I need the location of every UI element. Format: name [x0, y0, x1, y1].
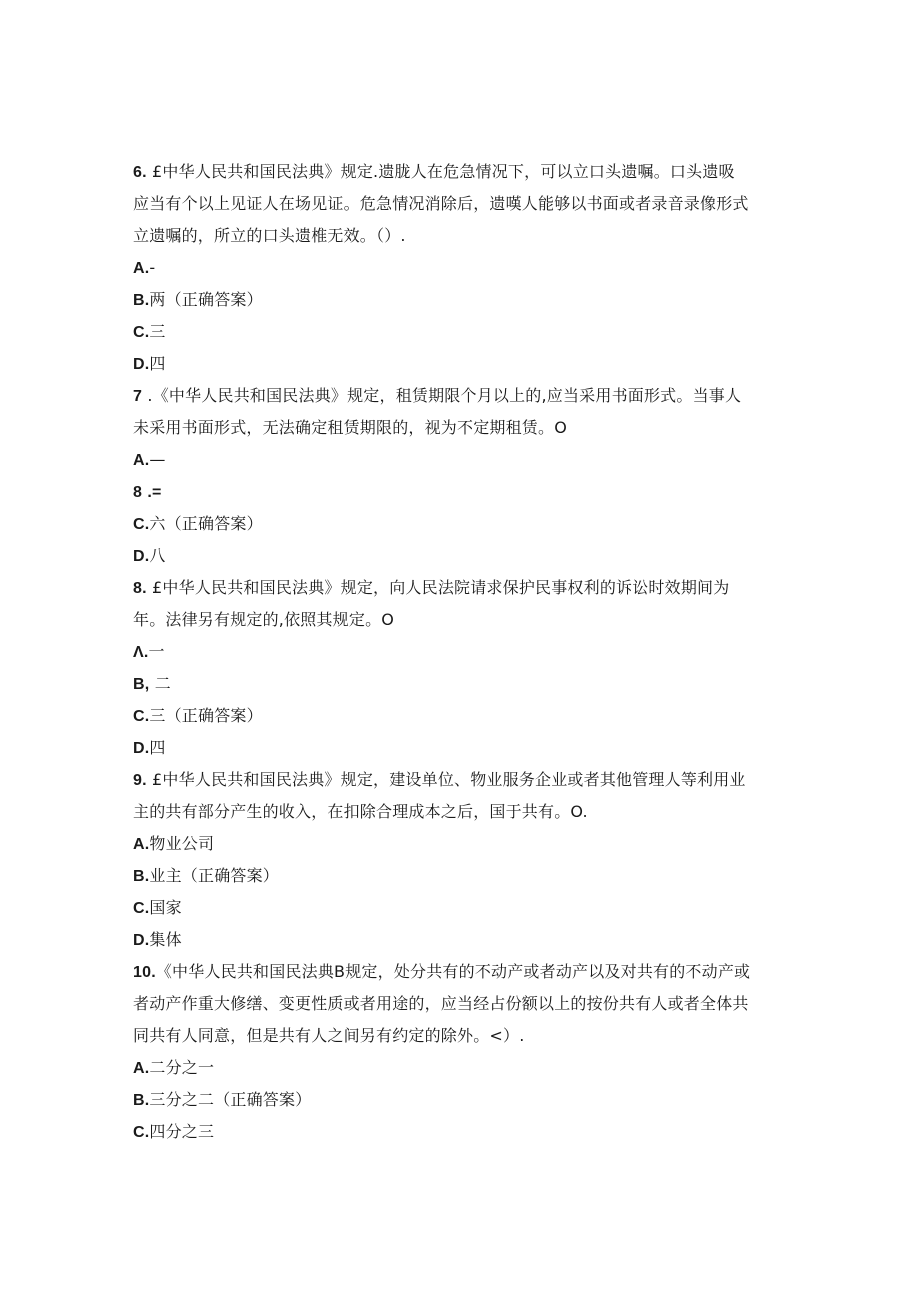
- option-letter: 8: [133, 484, 143, 501]
- question-stem-text: £中华人民共和国民法典》规定，建设单位、物业服务企业或者其他管理人等利用业: [152, 770, 746, 789]
- option-text: 四分之三: [149, 1122, 215, 1141]
- option-letter: C.: [133, 324, 150, 341]
- question-6-stem-line-3: [133, 226, 793, 246]
- option-letter: B.: [133, 868, 150, 885]
- option-text: 国家: [149, 898, 182, 917]
- option-letter: B.: [133, 292, 150, 309]
- question-6-option-b: [133, 290, 793, 311]
- question-8-option-b: [133, 674, 793, 695]
- question-10-option-a: [133, 1058, 793, 1079]
- question-7-option-a: [133, 450, 793, 471]
- question-7-option-d: [133, 546, 793, 567]
- option-letter: A.: [133, 260, 150, 277]
- question-8-option-d: [133, 738, 793, 759]
- question-9-option-d: [133, 930, 793, 951]
- question-number: 10.: [133, 964, 156, 981]
- question-stem-text: 应当有个以上见证人在场见证。危急情况消除后，遗嘆人能够以书面或者录音录像形式: [133, 194, 749, 213]
- question-stem-text: 《中华人民共和国民法典B规定，处分共有的不动产或者动产以及对共有的不动产或: [155, 962, 751, 981]
- question-9-option-c: [133, 898, 793, 919]
- question-stem-text: 者动产作重大修缮、变更性质或者用途的，应当经占份额以上的按份共有人或者全体共: [133, 994, 749, 1013]
- option-text: 八: [149, 546, 166, 565]
- option-letter: C.: [133, 708, 150, 725]
- option-letter: A.: [133, 1060, 150, 1077]
- option-letter: D.: [133, 356, 150, 373]
- question-6-option-d: [133, 354, 793, 375]
- question-6-stem-line-2: [133, 194, 793, 214]
- question-stem-text: 未采用书面形式，无法确定租赁期限的，视为不定期租赁。O: [133, 418, 567, 437]
- option-letter: C.: [133, 1124, 150, 1141]
- question-10-option-b: [133, 1090, 793, 1111]
- option-letter: C.: [133, 900, 150, 917]
- question-7-stem-line-1: [133, 386, 793, 407]
- option-text: 四: [149, 738, 166, 757]
- question-8-option-c: [133, 706, 793, 727]
- option-text: .=: [147, 484, 162, 501]
- option-text: 集体: [149, 930, 182, 949]
- option-letter: B,: [133, 676, 150, 693]
- question-9-option-a: [133, 834, 793, 855]
- question-8-stem-line-1: [133, 578, 793, 599]
- option-text: 两（正确答案）: [149, 290, 263, 309]
- question-9-stem-line-2: [133, 802, 793, 822]
- question-10-stem-line-2: [133, 994, 793, 1014]
- question-9-option-b: [133, 866, 793, 887]
- option-text: 六（正确答案）: [149, 514, 263, 533]
- question-10-option-c: [133, 1122, 793, 1143]
- question-stem-text: 同共有人同意，但是共有人之间另有约定的除外。<）.: [133, 1026, 525, 1045]
- option-text: 三（正确答案）: [149, 706, 263, 725]
- question-6-option-c: [133, 322, 793, 343]
- option-letter: D.: [133, 740, 150, 757]
- option-text: 三分之二（正确答案）: [149, 1090, 312, 1109]
- option-letter: C.: [133, 516, 150, 533]
- question-stem-text: 主的共有部分产生的收入，在扣除合理成本之后，国于共有。O.: [133, 802, 588, 821]
- question-10-stem-line-1: [133, 962, 793, 983]
- question-7-option-c: [133, 514, 793, 535]
- question-stem-text: 立遗嘱的，所立的口头遗椎无效。（）.: [133, 226, 406, 245]
- option-text: 三: [149, 322, 166, 341]
- option-text: —: [149, 450, 166, 469]
- question-7-option-b: [133, 482, 793, 503]
- question-stem-text: £中华人民共和国民法典》规定.遗胧人在危急情况下，可以立口头遗嘱。口头遗吸: [152, 162, 735, 181]
- option-letter: Λ.: [133, 644, 149, 661]
- question-10-stem-line-3: [133, 1026, 793, 1046]
- option-text: 一: [148, 642, 165, 661]
- question-8-stem-line-2: [133, 610, 793, 630]
- option-text: 二分之一: [149, 1058, 215, 1077]
- question-9-stem-line-1: [133, 770, 793, 791]
- option-text: 四: [149, 354, 166, 373]
- question-number: 8.: [133, 580, 147, 597]
- option-text: -: [149, 258, 156, 277]
- question-6-stem-line-1: [133, 162, 793, 183]
- question-7-stem-line-2: [133, 418, 793, 438]
- option-letter: D.: [133, 932, 150, 949]
- question-number: 6.: [133, 164, 147, 181]
- option-letter: D.: [133, 548, 150, 565]
- question-number: 7: [133, 388, 143, 405]
- option-letter: B.: [133, 1092, 150, 1109]
- option-letter: A.: [133, 452, 150, 469]
- question-stem-text: 年。法律另有规定的,依照其规定。O: [133, 610, 395, 629]
- question-6-option-a: [133, 258, 793, 279]
- question-stem-text: .《中华人民共和国民法典》规定，租赁期限个月以上的,应当采用书面形式。当事人: [147, 386, 742, 405]
- option-text: 业主（正确答案）: [149, 866, 280, 885]
- option-text: 物业公司: [149, 834, 215, 853]
- option-letter: A.: [133, 836, 150, 853]
- question-8-option-a: [133, 642, 793, 663]
- option-text: 二: [154, 674, 171, 693]
- question-number: 9.: [133, 772, 147, 789]
- question-stem-text: £中华人民共和国民法典》规定，向人民法院请求保护民事权利的诉讼时效期间为: [152, 578, 730, 597]
